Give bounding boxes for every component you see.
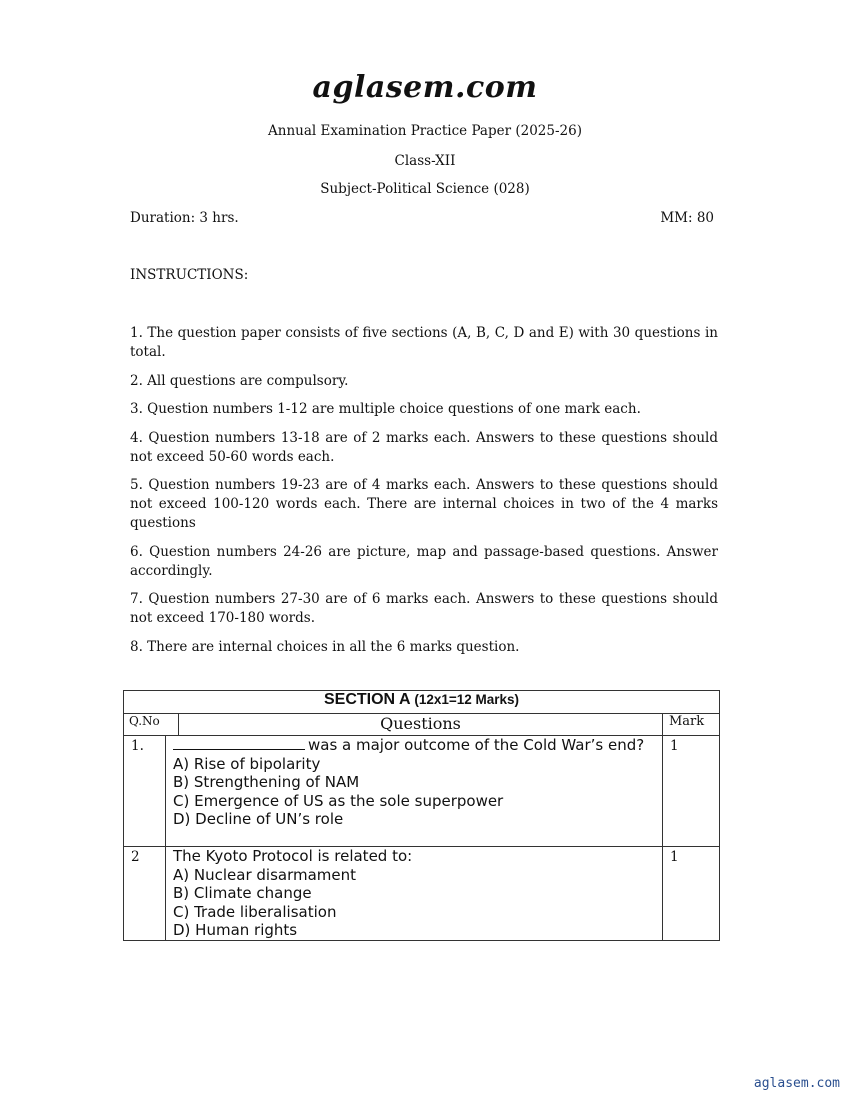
duration-label: Duration: 3 hrs.	[130, 210, 239, 226]
question-row	[124, 847, 720, 941]
instructions-heading: INSTRUCTIONS:	[130, 267, 249, 283]
question-number: 2	[124, 847, 166, 941]
column-header-row	[124, 714, 720, 736]
instruction-item: 3. Question numbers 1-12 are multiple choice questions of one mark each.	[130, 401, 641, 417]
instruction-item: 6. Question numbers 24-26 are picture, map and passage-based questions. Answer accordingly.	[130, 543, 718, 579]
instruction-item: 2. All questions are compulsory.	[130, 372, 349, 389]
question-stem: The Kyoto Protocol is related to:	[173, 847, 413, 865]
subject-label: Subject-Political Science (028)	[320, 181, 530, 197]
footer-link[interactable]: aglasem.com	[753, 1076, 840, 1091]
option: D) Human rights	[173, 921, 298, 939]
option: A) Rise of bipolarity	[173, 754, 321, 773]
class-label: Class-XII	[394, 153, 456, 169]
site-logo: aglasem.com	[312, 70, 538, 105]
instruction-item: 4. Question numbers 13-18 are of 2 marks each. Answers to these questions should not exceed 50-60 words each.	[130, 429, 718, 465]
section-header-row	[124, 691, 720, 714]
question-stem: was a major outcome of the Cold War’s end?	[308, 736, 645, 754]
instruction-item: 5. Question numbers 19-23 are of 4 marks each. Answers to these questions should not exceed 100-120 words each. There are internal choices in two of the 4 marks questions	[130, 477, 718, 531]
section-a-table	[123, 690, 720, 941]
option: B) Strengthening of NAM	[173, 773, 360, 791]
instruction-item: 8. There are internal choices in all the 6 marks question.	[130, 638, 520, 655]
max-marks-label: MM: 80	[660, 210, 714, 226]
question-number: 1.	[124, 736, 166, 847]
instructions-list	[130, 324, 718, 666]
option: A) Nuclear disarmament	[173, 865, 357, 884]
question-row	[124, 736, 720, 847]
col-header-qno: Q.No	[124, 714, 179, 736]
instruction-item: 7. Question numbers 27-30 are of 6 marks each. Answers to these questions should not exceed 170-180 words.	[130, 591, 718, 626]
question-mark: 1	[663, 736, 720, 847]
answer-blank	[173, 736, 305, 750]
option: C) Emergence of US as the sole superpower	[173, 791, 504, 810]
col-header-mark: Mark	[663, 714, 720, 736]
question-text	[166, 736, 663, 847]
question-mark: 1	[663, 847, 720, 941]
option: D) Decline of UN’s role	[173, 810, 344, 828]
exam-title: Annual Examination Practice Paper (2025-26)	[268, 123, 582, 139]
col-header-questions: Questions	[179, 714, 663, 736]
section-header	[124, 691, 720, 714]
question-text	[166, 847, 663, 941]
option: C) Trade liberalisation	[173, 902, 337, 921]
section-title: SECTION A	[323, 691, 410, 708]
instruction-item: 1. The question paper consists of five sections (A, B, C, D and E) with 30 questions in total.	[130, 325, 718, 360]
section-marks: (12x1=12 Marks)	[414, 692, 520, 707]
option: B) Climate change	[173, 884, 312, 902]
